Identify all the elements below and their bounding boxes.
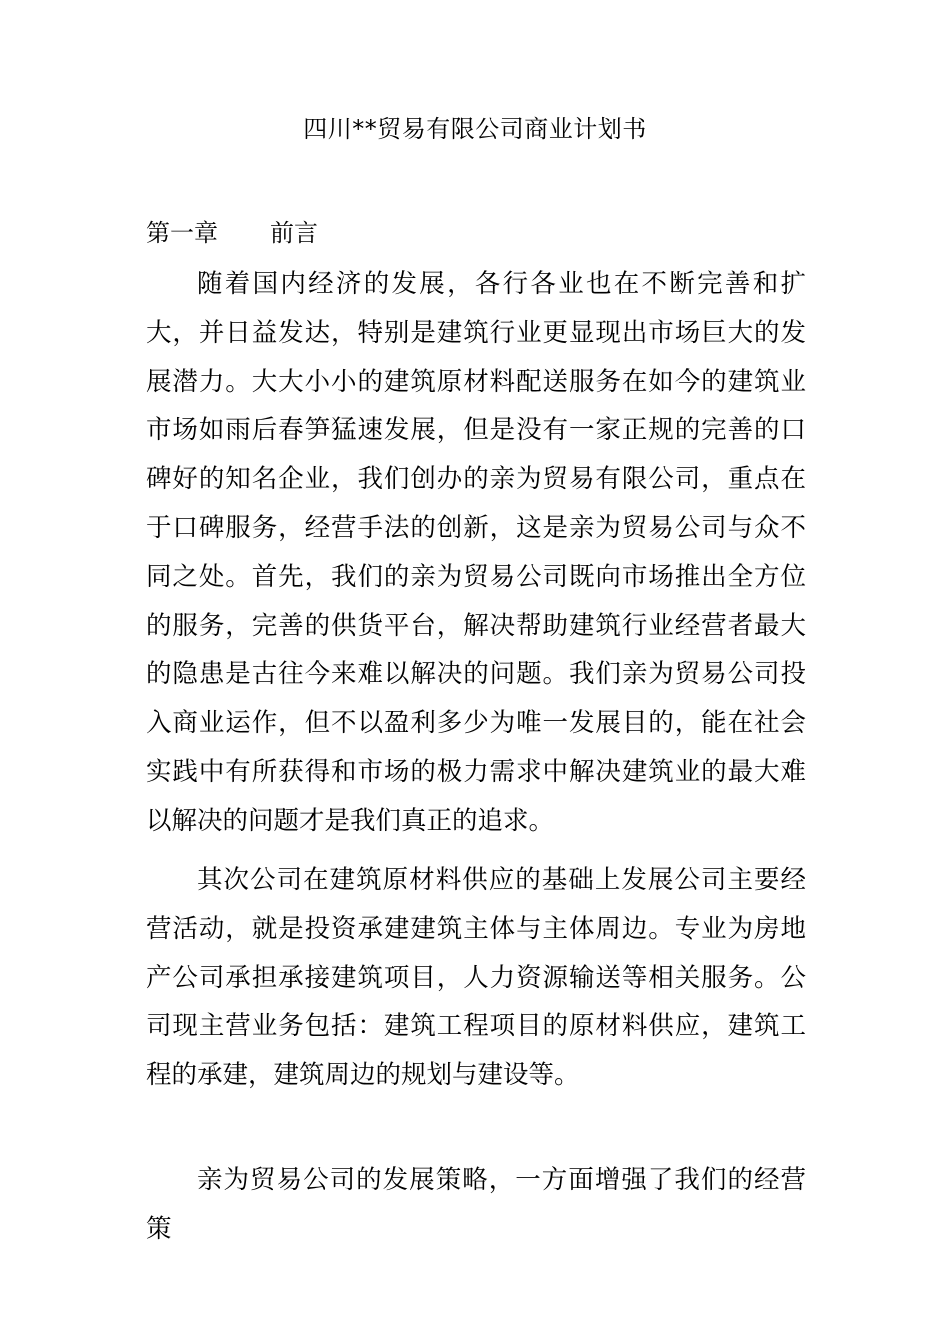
chapter-heading [146,216,318,250]
chapter-number: 第一章 [146,219,218,247]
body-paragraph-2: 其次公司在建筑原材料供应的基础上发展公司主要经营活动，就是投资承建建筑主体与主体周边。专业为房地产公司承担承接建筑项目，人力资源输送等相关服务。公司现主营业务包括：建筑工程项目的原材料供应，建筑工程的承建，建筑周边的规划与建设等。 [146,865,806,1091]
body-paragraph-3: 亲为贸易公司的发展策略，一方面增强了我们的经营策 [146,1165,806,1244]
body-paragraph-1: 随着国内经济的发展，各行各业也在不断完善和扩大，并日益发达，特别是建筑行业更显现出市场巨大的发展潜力。大大小小的建筑原材料配送服务在如今的建筑业市场如雨后春笋猛速发展，但是没有一家正规的完善的口碑好的知名企业，我们创办的亲为贸易有限公司，重点在于口碑服务，经营手法的创新，这是亲为贸易公司与众不同之处。首先，我们的亲为贸易公司既向市场推出全方位的服务，完善的供货平台，解决帮助建筑行业经营者最大的隐患是古往今来难以解决的问题。我们亲为贸易公司投入商业运作，但不以盈利多少为唯一发展目的，能在社会实践中有所获得和市场的极力需求中解决建筑业的最大难以解决的问题才是我们真正的追求。 [146,269,806,836]
chapter-name: 前言 [270,219,318,247]
document-title: 四川**贸易有限公司商业计划书 [303,115,647,143]
